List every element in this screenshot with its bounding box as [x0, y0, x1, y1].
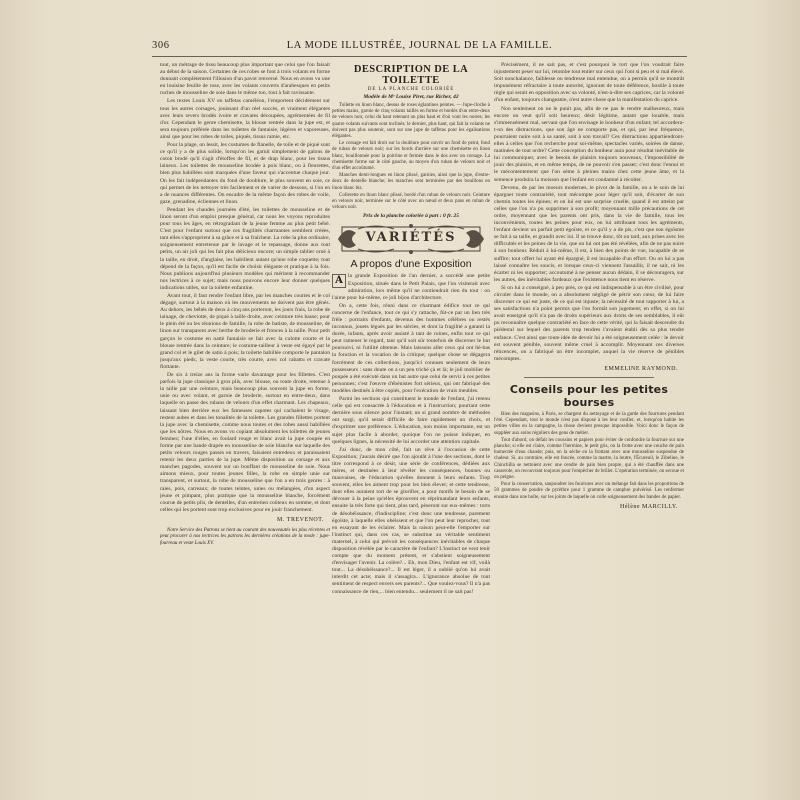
paragraph: Non seulement on ne le punit pas, afin de ne pas le rendre malheureux, mais encore on veut qu'il soit heureux; désir légitime, autant que louable, mais s'immensément mal, servant que l'on envisage le bonheur d'un enfant; tel accordera-t-on des distractions, que son âge ne comporte pas, et qui, par leur fréquence, pourraient nuire soit à sa santé, soit à son travail? Ces distractions appartiendront-elles à celles que l'on recherche pour soi-même, spectacles variés, soirées de danse, matinées de tout ordre? Cette conception du bonheur aura pour résultat inévitable de lui communiquer, avec le besoin de plaisirs toujours nouveaux, l'impossibilité de jouir des plaisirs, et en même temps, de ne pouvoir s'en passer; c'est donc l'ennui et le mécontentement que l'on sème à pleines mains chez cette jeune âme, et la semence produira la moisson que l'enfant est condamné à récolter. — [494, 105, 684, 183]
paragraph: Pour la plage, on lessit, les costumes de flanelle, de toile et de piqué sont ce qu'il y a de plus solide, lorsqu'on les garnit simplement de galons de coton brodé qu'il s'agit d'étoffes de fil, et de drap blanc, pour les tissus laineux. Les toilettes de mousseline brodée à pois blanc, ou à fleurettes, bien plus habillées sont marquées d'une faveur qui s'accentue chaque jour. On les fait indépendantes du fond de doublure, le plus souvent en soie, ce qui permet de les nettoyer très facilement et de varier de dessous, si l'on en a de nuances différentes. On encadre de la même façon des robes de voile, gaze, grenadine, écliennes et linon. — [160, 142, 330, 205]
section-divider — [524, 377, 654, 378]
author-signature: M. TREVENOT. — [277, 516, 324, 523]
paragraph: Tout d'abord, on défait les coussins et papiers pour éviter de confondre la fourrure sur une planche; si elle est claire, comme l'hermine, le petit gris, on la frotte avec une couche de pain humectée d'eau chaude; puis, on la sèche en la frottant avec une mousseline suspendue de chaleur. Si, au contraire, elle est foncée, comme la martre, la loutre, l'Écureuil, le Zibeline, le Chinchilla se nettoient avec une cendre de pain bien propre, qui a été chauffée dans une casserole, on recouvrant toujours pour l'empêcher de brûler. L'opération terminée, on secoue et on peigne. — [494, 437, 684, 480]
paragraph: On a, cette fois, réuni dans ce charmant édifice tout ce qui concerne de l'enfance, tout ce qui s'y rattache, fût-ce par un lien très frêle : portraits d'enfants, devenus des hommes célèbres ou restés inconnus, jouets légués par les siècles, et dont la fragilité a garanti la durée, infants, après avoir assisté à tant de ruines, enfin tout ce qui peut ramener le regard, tant qu'il soit sûr toutefois de discerner le but poursuivi, ni l'utilité obtenue. Mais laissons aller ceux qui ont lié-bas la fonction et la vocation de la critique; quelque chose se dégagera forcément de ces collections, jusqu'ici connues seulement de leurs possesseurs : sans doute on a un peu triché çà et là; le joli mobilier de poupée a été exécuté dans un but autre que celui de servir à ces petites personnes; c'est l'œuvre d'ébénistes fort sérieux, qui ont fabriqué des modèles destinés à être copiés, pour l'exécution de vrais meubles. — [332, 302, 490, 394]
column-left — [160, 62, 330, 782]
page-number: 306 — [152, 40, 170, 51]
column-right — [494, 62, 684, 782]
paragraph: Parmi les sections qui constituent le monde de l'enfant, j'ai retenu celle qui est consacrée à l'éducation et à l'instruction; pourtant cette dernière sous silence pour l'instant; un si grand nombre de méthodes ont surgi, qu'il serait difficile de faire rapidement un choix, et d'exprimer une préférence. L'éducation, non moins importante, est un sujet plus facile à aborder, quoique l'on ne puisse indiquer, en quelques lignes, la nécessité de lui accorder une attention capitale. — [332, 396, 490, 445]
model-credit: Modèle de Mᵉ Louise Piret, rue Richer, 42 — [363, 94, 459, 100]
paragraph: De six à treize ans la forme varie davantage pour les fillettes. C'est parfois la jupe classique à gros plis, avec blouse, ou toute droite, retenue à la taille par une ceinture, mais beaucoup plus souvent la jupe en forme, unie ou avec volant, et garnie de broderie, surtout en entre-deux, dans laquelle on passe des rubans de velours d'un effet charmant. Les chapeaux, laissant bien derrière eux les fameuses capotes qui cachaient le visage, restent aubes et dans les tonalités de la toilette. Les grandes fillettes portent la jupe avec la chemisette, comme nous toutes et des robes aussi habillées que les nôtres. Nous en avons vu copiant absolument les toilettes de jeunes femmes; l'une d'elles, en foulard rouge et blanc avait la jupe coupée en forme par une bande drapée en mousseline de soie blanche sur laquelle des petits velours rouges passés en travers, faisaient entredeux et paraissaient retenir les deux parties de la jupe. Même disposition au corsage et aux manches pagodes, souvent sur un bouffant de mousseline de soie. Nous aimons mieux, pour toutes jeunes filles, la robe en simple unie sur transparent, et surtout, la robe de mousseline que l'on a en trois genres : à raies, pois, carreaux; de toutes teintes, unies ou mélangées, d'un aspect jeune et pimpant, plus pratique que la mousseline blanche, forcément courue de petits plis, de dentelles, d'un entretien coûteux en somme, et dont celles qui les portent sont trop exclusives pour en jouir franchement. — [160, 372, 330, 513]
paragraph: Précisément, il ne sait pas, et c'est pourquoi le tort que l'on voudrait faire injustement peser sur lui, retombe tout entier sur ceux qui l'ont si peu et si mal élevé. Soit nonchalance, faiblesse ou tendresse mal entendue, on a permis qu'il se montrât impunément réfractaire à toute autorité, ignorant de toute déférence, hostile à toute règle qui serait en opposition avec sa volonté, n'est-à-dire ses caprices, car la volonté d'un enfant, toujours changeante, n'est autre chose que la manifestation du caprice. — [494, 62, 684, 104]
paragraph: Les textes Louis XV en taffetas caméléon, l'emportent décidément sur tous les autres corsages, jouissant d'un réel succès, et vraiment élégantes avec leurs revers brodés ivoire et cravates découpées, agrémentées de fil d'or. Cependant le genre chemisette, la blouse rentrée dans la jupe est, et sera toujours préférée dans les toilettes de fantaisie, légères et vaporeuses, ainsi que pour les robes de toiles, piqués, tissus ramie, etc. — [160, 98, 330, 140]
paragraph: tout, un métrage de tissu beaucoup plus important que celui que l'on faisait au début de la saison. Certaines de ces robes se font à trois volants en forme donnant complètement l'illusion d'un pavot renversé. Nous en avons vu une en louisine feuille de rose, avec les volants couverts d'arabesques en petits ruches de mousseline de soie dans le même ton, tout à fait ravissante. — [160, 62, 330, 97]
paragraph: Pour la conservation, saupoudrer les fourrures avec un mélange fait dans les proportions de 50 grammes de poudre de pyrèthre pour 1 gramme de camphre pulvérisé. Les renfermer ensuite dans une boîte, sur les joints de laquelle on colle soigneusement des bandes de papier. — [494, 482, 684, 500]
page-header — [152, 40, 687, 54]
journal-title: LA MODE ILLUSTRÉE, JOURNAL DE LA FAMILLE. — [286, 40, 553, 51]
description-title: DESCRIPTION DE LA TOILETTE — [353, 64, 469, 86]
paragraph: J'ai donc, de mon côté, fait un rêve à l'occasion de cette Exposition; j'aurais désiré que l'on ajoutât à l'une des sections, dont le titre correspond à ce désir, une série de conférences, dédiées aux mères, et destinées à leur révéler les conséquences, bonnes ou mauvaises, de l'éducation qu'elles donnent à leurs enfants. Trop souvent, elles les aiment trop pour les bien élever; et cette tendresse, dont elles auraient tort de se glorifier, a pour motifs le besoin de se dévouer à la peine qu'elles éprouvent en réprimandant leurs enfants, ensuite la très forte qui tient, plus tard, pèseront sur eux-mêmes : torts de désobéissance, d'indiscipline; c'est donc une tendresse, parement égoïste, à laquelle elles obéissent et que l'on peut leur reprocher, tout en essayant de les éclairer. Mais la raison peut-elle l'emporter sur l'instinct qui, dans ces cas, se substitue au véritable sentiment maternel, à celui qui prévoit les conséquences inévitables de chaque disposition révélée par le caractère de l'enfant? L'instinct ne veut tenir compte que du moment présent, et s'abstient soigneusement d'envisager l'avenir. La colère?... Eh, mon Dieu, l'enfant est vif, voilà tout... La désobéissance?... Il est léger, il a oublié qu'on lui avait interdit cet acte; mais il s'assagira... L'ignorance absolue de tout sentiment de respect envers ses parents?... Que voulez-vous? Il n'a pas connaissance de rien,... bien entendu... seulement il ne sait pas! — [332, 446, 490, 595]
description-subtitle: DE LA PLANCHE COLORIÉE — [367, 87, 455, 92]
editor-note: Notre Service des Patrons se tient au courant des nouveautés les plus récentes et peut procurer à nos lectrices les patrons les dernières créations de la mode : jupe-fourreau et veste Louis XV. — [160, 527, 330, 546]
plate-price: Prix de la planche coloriée à part : 0 fr. 25 — [362, 213, 460, 220]
paragraph: la grande Exposition de l'an dernier, a succédé une petite Exposition, située dans le Petit Palais, que l'on visiterait avec admiration, lors même qu'il ne contiendrait rien du tout : on l'aime pour lui-même, ce joli bijou d'architecture. — [332, 273, 490, 301]
drop-cap: A — [332, 274, 346, 288]
toilette-description: Manches demi-longues en linon plissé, garnies, ainsi que la jupe, d'entre-deux de dentelle blanche; les manches sont terminées par des bouillons en linon blanc bis. — [332, 173, 490, 191]
toilette-description: Le corsage est fait droit sur la doublure pour ouvrir un fond de peint, fond de ruban de velours noir; sur les bords d'arrière sur une chemisette en linon blanc, bouillonnée pour la poitrine et fermée dans le dos avec un corsage. La chemisette forme sur le côté gauche, au moyen d'un ruban de velours noir et d'un effet accoûtumé. — [332, 141, 490, 172]
paragraph: Bien des magasins, à Paris, se chargent du nettoyage et de la garde des fourrures pendant l'été. Cependant, tout le monde n'est pas disposé à les leur confier, et, lorsqu'on habite les petites villes ou la campagne, la chose devient presque impossible. Voici donc le façon de suppléer aux soins réguliers des gens de métier. — [494, 411, 684, 436]
header-rule — [152, 56, 687, 57]
varietes-banner — [336, 223, 486, 255]
author-signature: Hélène MARCILLY. — [620, 503, 678, 510]
varietes-heading: VARIÉTÉS — [365, 230, 457, 246]
conseils-title: Conseils pour les petites bourses — [509, 382, 669, 409]
section-title: A propos d'une Exposition — [350, 258, 472, 271]
toilette-description: Toilette en linon blanc, dessus de roses églantines peintes. — Jupe-cloche à petites mains, garnie de cinq volants taillés en forme et bordés d'un entre-deux de velours noir, celui du haut retenant un plus haut et d'où vont les noires; les quatre volants suivants sont inclinés; le dernier, plus haut, qui fait la volants ne doivent pas plus soutenir, sont sur une jupe de taffetas pour les égalisations élégantes. — [332, 103, 490, 140]
column-middle — [332, 62, 490, 782]
paragraph: Avant tout, il faut rendre l'enfant libre, par les manches courtes et le col dégagé, surtout à la maison où les mouvements ne doivent pas être gênés. Au dehors, les bébés de deux à cinq ans porteront, les jours frais, la robe de lainage, de cheviotte, de piqué à taille droite, avec ceinture très basse; pour le plein été ou les réunions de famille, la robe de batiste, de mousseline, de linon sur transparent avec berthe de broderie et fronces à la taille. Pour petit garçon le costume en nattè fantaisie se fait avec la culotte courte et la blouse rentrée dans la ceinture; le costume-tailleur à veste est égayé par le grand col et le gilet de satin à pois; la toilette habillée comporte le pantalon jusqu'aux pieds, la veste courte, très courte, avec col rabattu et cravate flottante. — [160, 293, 330, 370]
author-signature: EMMELINE RAYMOND. — [604, 365, 678, 372]
paragraph: Si on lui a conseigné, à peu près, ce qui est indispensable à un être civilisé, pour circuler dans le monde, on a absolument négligé de pétrir son cœur, de lui faire discerner ce qui est juste, de ce qui est injuste; la nécessité de tout rapporter à lui, a ses satisfactions n'a point permis que l'on formât son jugement; en effet, si on lui avait enseigné qu'il n'a pas de droits supérieurs aux droits de ses semblables, il eût pu reconnaître quelque contrariété en face de cette vérité, qui la faisait descendre du piédestal sur lequel des parents trop tendres l'avaient établi dès sa plus tendre enfance. C'est ainsi que toute idée de devoir lui a été soigneusement celée : le devoir est souvent pénible, souvent même cruel à accomplir. Moyennant ces diverses réticences, on a fabriqué un être incomplet, auquel la vie réserve de pénibles mécomptes. — [494, 284, 684, 362]
paragraph: Devenu, de par les moeurs modernes, le pivot de la famille, on a le soin de lui épargner toute contrariété, tout mécompte pour léger qu'il soit, d'écarter de son chemin toutes les épines; et on lui est une surprise cruelle, quand il est atteint par celles que l'on n'a pu supprimer à son profit; moyennant mille précautions de cet ordre, moyennant que les parents ont pris, dans la vie de famille, tous les inconvénients, toutes les peines pour eux, on lui attribuant tous les agréments, l'enfant devient un parfait petit égoïste, et ce qu'il y a de pis, c'est que son égoïsme se fait à sa taille, et grandit avec lui. Il se trouve donc, tôt ou tard, aux prises avec les difficultés et les peines de la vie, que on lui ont pas été révélées, afin de ne pas nuire à son bonheur. Réduit à lui-même, il est, à bien des points de vue, incapable de se suffire; tout offert lui ayant été épargné, il est incapable d'un effort. Ou on lui a pas laissé connaître les soucis, et lorsque ceux-ci viennent l'assaillir, il ne sait, ni les écarter ni les supporter; accoutumé à ne penser aucun dédain, il se découragera, sur les autres, des inévitables fardeaux que l'existence nous tient en réserve. — [494, 184, 684, 283]
toilette-description: Collerette en linon blanc plissé, bordé d'un ruban de velours noir. Ceinture en velours noir, terminée sur le côté avec un nœud et deux pans en ruban de velours noir. — [332, 192, 490, 211]
paragraph: Pendant les chaudes journées d'été, les toilettes de mousseline et de linon seront d'un emploi presque général, car nous les voyons reproduites pour tous les âges, en rétrogradant de la jeune femme au plus petit bébé. C'est pour l'enfant surtout que ces fragilités charmantes semblent créées, tant elles s'approprient à sa grâce et à sa fraîcheur. La robe la plus ordinaire, soigneusement entretenue par le lavage et le repassage, donne aux tout petits, un air joli qui les fait plus délicieux encore; un simple tablier orné à la taille, en droit, d'anglaise, les habillent autant qu'une robe coquette; tout dépend de la façon, qu'il est facile de choisir élégante et pratique à la fois. Nous publions aujourd'hui plusieurs modèles qui méritent à recommander nos lectrices à ce sujet; mais nous pouvons encore leur donner quelques indications utiles, sur la toilette enfantine. — [160, 206, 330, 291]
